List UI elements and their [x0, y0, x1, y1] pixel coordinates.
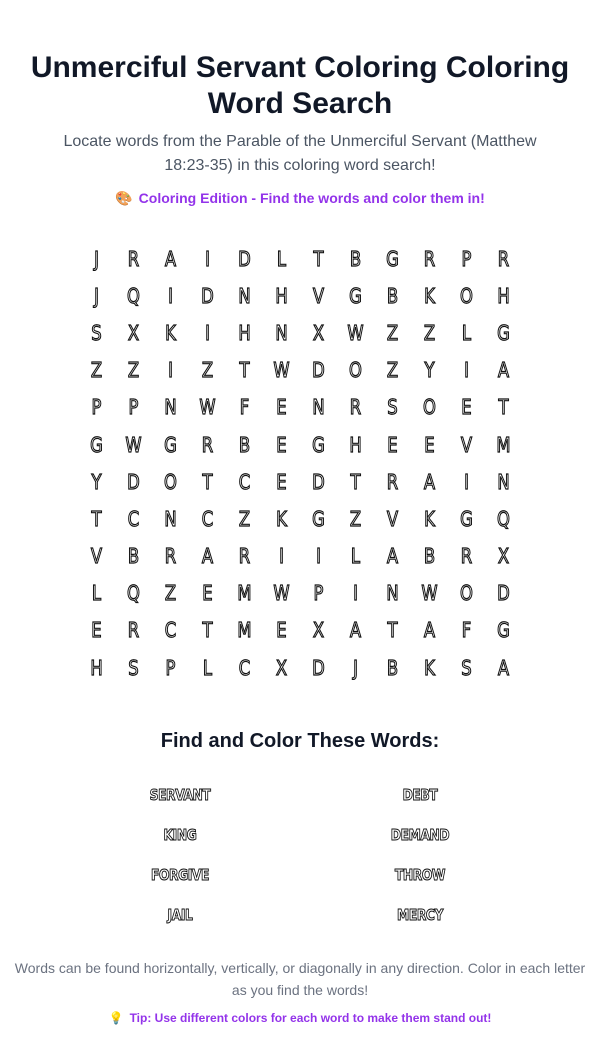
grid-cell[interactable]: E — [276, 432, 287, 457]
word-list-item: KING — [163, 826, 197, 845]
grid-cell[interactable]: X — [497, 544, 510, 569]
grid-cell[interactable]: T — [313, 246, 324, 271]
grid-cell[interactable]: G — [312, 432, 325, 457]
grid-cell[interactable]: C — [127, 506, 140, 531]
grid-cell[interactable]: L — [202, 655, 213, 680]
grid-cell[interactable]: D — [312, 655, 325, 680]
grid-cell[interactable]: R — [423, 246, 436, 271]
grid-cell[interactable]: Z — [201, 358, 214, 383]
word-list-item: SERVANT — [149, 786, 211, 805]
grid-cell[interactable]: A — [164, 246, 177, 271]
grid-cell[interactable]: L — [461, 320, 472, 345]
grid-cell[interactable]: T — [387, 618, 398, 643]
word-list — [60, 775, 540, 935]
grid-cell[interactable]: G — [90, 432, 103, 457]
grid-cell[interactable]: O — [460, 283, 473, 308]
grid-cell[interactable]: Q — [127, 283, 140, 308]
word-list-item: THROW — [394, 866, 446, 885]
grid-cell[interactable]: X — [127, 320, 140, 345]
grid-cell[interactable]: R — [127, 246, 140, 271]
grid-cell[interactable]: G — [386, 246, 399, 271]
grid-cell[interactable]: K — [276, 506, 287, 531]
grid-cell[interactable]: M — [496, 432, 511, 457]
grid-cell[interactable]: S — [128, 655, 139, 680]
grid-cell[interactable]: Z — [386, 320, 399, 345]
grid-cell[interactable]: B — [127, 544, 140, 569]
grid-cell[interactable]: Z — [164, 581, 177, 606]
grid-cell[interactable]: O — [460, 581, 473, 606]
grid-cell[interactable]: H — [275, 283, 288, 308]
grid-cell[interactable]: A — [201, 544, 214, 569]
grid-cell[interactable]: L — [276, 246, 287, 271]
page-subtitle: Locate words from the Parable of the Unmerciful Servant (Matthew 18:23-35) in this coloring word search! — [63, 133, 537, 174]
grid-cell[interactable]: W — [199, 395, 216, 420]
grid-cell[interactable]: V — [386, 506, 399, 531]
grid-cell[interactable]: N — [238, 283, 251, 308]
grid-cell[interactable]: D — [238, 246, 251, 271]
grid-cell[interactable]: R — [460, 544, 473, 569]
grid-cell[interactable]: W — [273, 358, 290, 383]
grid-cell[interactable]: X — [312, 320, 325, 345]
grid-cell[interactable]: T — [202, 618, 213, 643]
edition-text: Coloring Edition - Find the words and color them in! — [138, 190, 485, 206]
grid-cell[interactable]: E — [424, 432, 435, 457]
grid-cell[interactable]: O — [349, 358, 362, 383]
grid-cell[interactable]: V — [90, 544, 103, 569]
grid-cell[interactable]: T — [91, 506, 102, 531]
grid-cell[interactable]: E — [276, 469, 287, 494]
grid-cell[interactable]: L — [350, 544, 361, 569]
grid-cell[interactable]: D — [312, 358, 325, 383]
grid-cell[interactable]: B — [423, 544, 436, 569]
grid-cell[interactable]: H — [349, 432, 362, 457]
grid-cell[interactable]: O — [423, 395, 436, 420]
grid-cell[interactable]: M — [237, 581, 252, 606]
grid-cell[interactable]: D — [312, 469, 325, 494]
grid-cell[interactable]: X — [312, 618, 325, 643]
word-list-item: JAIL — [167, 906, 193, 925]
grid-cell[interactable]: A — [349, 618, 362, 643]
grid-cell[interactable]: E — [276, 618, 287, 643]
word-list-item: DEBT — [402, 786, 438, 805]
grid-cell[interactable]: Q — [497, 506, 510, 531]
grid-cell[interactable]: N — [497, 469, 510, 494]
grid-cell[interactable]: K — [424, 655, 435, 680]
grid-cell[interactable]: I — [279, 544, 284, 569]
grid-cell[interactable]: R — [164, 544, 177, 569]
grid-cell[interactable]: T — [239, 358, 250, 383]
grid-cell[interactable]: D — [497, 581, 510, 606]
grid-cell[interactable]: E — [202, 581, 213, 606]
grid-cell[interactable]: Y — [91, 469, 102, 494]
grid-cell[interactable]: Z — [238, 506, 251, 531]
grid-cell[interactable]: R — [127, 618, 140, 643]
grid-cell[interactable]: H — [497, 283, 510, 308]
grid-cell[interactable]: Z — [386, 358, 399, 383]
grid-cell[interactable]: Q — [127, 581, 140, 606]
grid-cell[interactable]: A — [497, 655, 510, 680]
grid-cell[interactable]: R — [497, 246, 510, 271]
grid-cell[interactable]: J — [94, 283, 99, 308]
grid-cell[interactable]: R — [386, 469, 399, 494]
grid-cell[interactable]: L — [91, 581, 102, 606]
grid-cell[interactable]: W — [125, 432, 142, 457]
grid-cell[interactable]: V — [312, 283, 325, 308]
grid-cell[interactable]: I — [464, 358, 469, 383]
grid-cell[interactable]: D — [127, 469, 140, 494]
grid-cell[interactable]: P — [165, 655, 176, 680]
instructions-text: Words can be found horizontally, vertically, or diagonally in any direction. Color in each letter as you find the words! — [14, 960, 586, 999]
grid-cell[interactable]: A — [423, 618, 436, 643]
grid-cell[interactable]: T — [350, 469, 361, 494]
grid-cell[interactable]: G — [312, 506, 325, 531]
grid-cell[interactable]: M — [237, 618, 252, 643]
palette-icon: 🎨 — [115, 190, 133, 206]
grid-cell[interactable]: B — [349, 246, 362, 271]
grid-cell[interactable]: S — [387, 395, 398, 420]
page-title: Unmerciful Servant Coloring Coloring Word Search — [30, 51, 570, 120]
grid-cell[interactable]: G — [497, 618, 510, 643]
grid-cell[interactable]: P — [128, 395, 139, 420]
grid-cell[interactable]: G — [497, 320, 510, 345]
grid-cell[interactable]: I — [464, 469, 469, 494]
grid-cell[interactable]: X — [275, 655, 288, 680]
grid-cell[interactable]: Y — [424, 358, 435, 383]
grid-cell[interactable]: E — [387, 432, 398, 457]
grid-cell[interactable]: R — [238, 544, 251, 569]
grid-cell[interactable]: F — [239, 395, 250, 420]
grid-cell[interactable]: K — [424, 506, 435, 531]
grid-cell[interactable]: Z — [90, 358, 103, 383]
grid-cell[interactable]: W — [347, 320, 364, 345]
grid-cell[interactable]: Z — [423, 320, 436, 345]
grid-cell[interactable]: W — [421, 581, 438, 606]
tip-text: Tip: Use different colors for each word to make them stand out! — [129, 1011, 492, 1026]
grid-cell[interactable]: I — [205, 246, 210, 271]
word-list-item: DEMAND — [390, 826, 450, 845]
grid-cell[interactable]: E — [276, 395, 287, 420]
grid-cell[interactable]: P — [313, 581, 324, 606]
grid-cell[interactable]: B — [386, 655, 399, 680]
words-list-title: Find and Color These Words: — [160, 730, 440, 753]
grid-cell[interactable]: R — [349, 395, 362, 420]
grid-cell[interactable]: P — [461, 246, 472, 271]
word-list-item: MERCY — [397, 906, 443, 925]
grid-cell[interactable]: I — [168, 283, 173, 308]
grid-cell[interactable]: P — [91, 395, 102, 420]
grid-cell[interactable]: G — [460, 506, 473, 531]
grid-cell[interactable]: A — [423, 469, 436, 494]
grid-cell[interactable]: Z — [349, 506, 362, 531]
grid-cell[interactable]: T — [202, 469, 213, 494]
grid-cell[interactable]: O — [164, 469, 177, 494]
grid-cell[interactable]: S — [461, 655, 472, 680]
grid-cell[interactable]: B — [238, 432, 251, 457]
grid-cell[interactable]: K — [424, 283, 435, 308]
grid-cell[interactable]: C — [238, 469, 251, 494]
grid-cell[interactable]: E — [461, 395, 472, 420]
grid-cell[interactable]: V — [460, 432, 473, 457]
grid-cell[interactable]: A — [497, 358, 510, 383]
grid-cell[interactable]: S — [91, 320, 102, 345]
grid-cell[interactable]: W — [273, 581, 290, 606]
grid-cell[interactable]: N — [386, 581, 399, 606]
grid-cell[interactable]: N — [312, 395, 325, 420]
grid-cell[interactable]: C — [201, 506, 214, 531]
grid-cell[interactable]: G — [164, 432, 177, 457]
grid-cell[interactable]: N — [164, 506, 177, 531]
coloring-edition-note — [0, 188, 600, 208]
grid-cell[interactable]: G — [349, 283, 362, 308]
word-list-item: FORGIVE — [150, 866, 210, 885]
grid-cell[interactable]: N — [164, 395, 177, 420]
grid-cell[interactable]: F — [461, 618, 472, 643]
lightbulb-icon: 💡 — [108, 1011, 124, 1026]
grid-cell[interactable]: H — [238, 320, 251, 345]
grid-cell[interactable]: Z — [127, 358, 140, 383]
grid-cell[interactable]: J — [94, 246, 99, 271]
grid-cell[interactable]: D — [201, 283, 214, 308]
grid-cell[interactable]: N — [275, 320, 288, 345]
grid-cell[interactable]: C — [164, 618, 177, 643]
grid-cell[interactable]: B — [386, 283, 399, 308]
word-search-grid — [78, 240, 522, 686]
grid-cell[interactable]: T — [498, 395, 509, 420]
grid-cell[interactable]: H — [90, 655, 103, 680]
grid-cell[interactable]: I — [205, 320, 210, 345]
tip-note — [0, 1009, 600, 1027]
grid-cell[interactable]: C — [238, 655, 251, 680]
grid-cell[interactable]: J — [353, 655, 358, 680]
grid-cell[interactable]: I — [316, 544, 321, 569]
grid-cell[interactable]: I — [168, 358, 173, 383]
grid-cell[interactable]: A — [386, 544, 399, 569]
grid-cell[interactable]: I — [353, 581, 358, 606]
grid-cell[interactable]: R — [201, 432, 214, 457]
grid-cell[interactable]: K — [165, 320, 176, 345]
grid-cell[interactable]: E — [91, 618, 102, 643]
